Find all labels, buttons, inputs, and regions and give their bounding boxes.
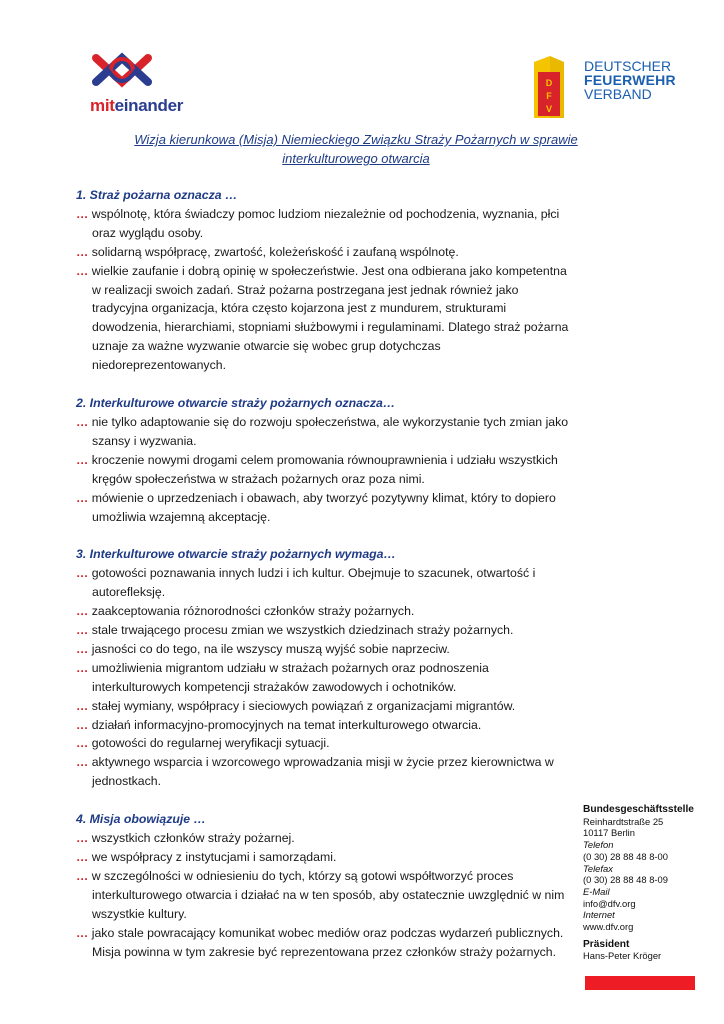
dfv-logo [530, 54, 690, 120]
list-item-text: wszystkich członków straży pożarnej. [91, 831, 295, 846]
bullet-marker: … [76, 831, 89, 846]
miteinander-wordmark [90, 96, 183, 116]
list-item [76, 451, 576, 489]
list-item [76, 753, 576, 791]
svg-text:D: D [545, 78, 553, 88]
bullet-marker: … [76, 206, 89, 221]
list-item-text: gotowości do regularnej weryfikacji sytuacji. [91, 736, 330, 751]
list-item [76, 621, 576, 640]
list-item-text: gotowości poznawania innych ludzi i ich kultur. Obejmuje to szacunek, otwartość i autorefleksję. [91, 566, 536, 600]
list-item-text: we współpracy z instytucjami i samorządami. [91, 850, 337, 864]
bullet-marker: … [76, 490, 89, 505]
bullet-marker: … [76, 623, 89, 638]
internet-label: Internet [583, 909, 615, 921]
list-item-text: wielkie zaufanie i dobrą opinię w społeczeństwie. Jest ona odbierana jako kompetentna w realizacji swoich zadań. Straż pożarna postrzegana jest jednak również jako tradycyjna organizacja, która często kojarzona jest z mundurem, strukturami dowodzenia, hierarchiami, stopniami służbowymi i regulaminami. Dlatego straż pożarna uznaje za ważne wyzwanie otwarcie się wobec grup dotychczas niedoreprezentowanych. [91, 263, 569, 373]
list-item [76, 243, 576, 262]
list-item-text: umożliwienia migrantom udziału w strażach pożarnych oraz podnoszenia interkulturowych kompetencji strażaków zawodowych i ochotników. [91, 660, 489, 694]
email-label: E-Mail [583, 885, 610, 897]
title-line-1: Wizja kierunkowa (Misja) Niemieckiego Związku Straży Pożarnych w sprawie [134, 132, 578, 147]
office-city: 10117 Berlin [583, 827, 635, 839]
section-3-heading: 3. Interkulturowe otwarcie straży pożarnych wymaga… [76, 547, 396, 562]
list-item-text: stale trwającego procesu zmian we wszystkich dziedzinach straży pożarnych. [91, 623, 514, 638]
list-item [76, 489, 576, 527]
bullet-marker: … [76, 604, 89, 619]
list-item-text: aktywnego wsparcia i wzorcowego wprowadzania misji w życie przez kierownictwa w jednostkach. [91, 755, 554, 789]
dfv-line-3: VERBAND [584, 86, 652, 102]
bullet-marker: … [76, 244, 89, 259]
list-item-text: w szczególności w odniesieniu do tych, którzy są gotowi współtworzyć proces interkulturowego otwarcia i działać na w ten sposób, aby ostatecznie uwzględnić w nim wszystkie kultury. [91, 868, 565, 921]
phone-value: (0 30) 28 88 48 8-00 [583, 850, 668, 862]
list-item [76, 262, 576, 375]
list-item [76, 205, 576, 243]
phone-label: Telefon [583, 839, 614, 851]
footer-red-bar [585, 976, 695, 990]
svg-text:V: V [545, 104, 553, 114]
list-item [76, 697, 576, 716]
fax-value: (0 30) 28 88 48 8-09 [583, 874, 668, 886]
wordmark-part-einander: einander [114, 96, 184, 115]
list-item [76, 829, 576, 848]
list-item [76, 734, 576, 753]
list-item [76, 564, 576, 602]
list-item-text: wspólnotę, która świadczy pomoc ludziom niezależnie od pochodzenia, wyznania, płci oraz wyglądu osoby. [91, 206, 560, 240]
section-4-heading: 4. Misja obowiązuje … [76, 812, 206, 827]
bullet-marker: … [76, 925, 89, 940]
bullet-marker: … [76, 641, 89, 656]
president-label: Präsident [583, 938, 630, 950]
bullet-marker: … [76, 755, 89, 770]
title-line-2: interkulturowego otwarcia [282, 151, 430, 166]
list-item-text: jasności co do tego, na ile wszyscy muszą wyjść sobie naprzeciw. [91, 641, 450, 656]
list-item [76, 867, 576, 924]
list-item [76, 924, 576, 962]
list-item [76, 602, 576, 621]
email-link[interactable]: info@dfv.org [583, 897, 636, 909]
bullet-marker: … [76, 698, 89, 713]
list-item-text: kroczenie nowymi drogami celem promowania równouprawnienia i udziału wszystkich kręgów społeczeństwa w strażach pożarnych oraz poza nimi. [91, 452, 558, 486]
list-item-text: mówienie o uprzedzeniach i obawach, aby tworzyć pozytywny klimat, który to dopiero umożliwia wzajemną akceptację. [91, 490, 556, 524]
list-item-text: solidarną współpracę, zwartość, koleżeńskość i zaufaną wspólnotę. [91, 244, 459, 259]
list-item-text: stałej wymiany, współpracy i sieciowych powiązań z organizacjami migrantów. [91, 698, 516, 713]
dfv-wordmark [584, 59, 676, 101]
bullet-marker: … [76, 717, 89, 732]
dfv-line-1: DEUTSCHER [584, 58, 672, 74]
fax-label: Telefax [583, 862, 613, 874]
list-item [76, 716, 576, 735]
bullet-marker: … [76, 868, 89, 883]
office-street: Reinhardtstraße 25 [583, 815, 664, 827]
list-item [76, 640, 576, 659]
list-item-text: zaakceptowania różnorodności członków straży pożarnych. [91, 604, 415, 619]
document-title [76, 130, 636, 168]
section-1-heading: 1. Straż pożarna oznacza … [76, 188, 238, 202]
president-name: Hans-Peter Kröger [583, 950, 662, 962]
bullet-marker: … [76, 660, 89, 675]
list-item-text: nie tylko adaptowanie się do rozwoju społeczeństwa, ale wykorzystanie tych zmian jako szansy i wyzwania. [91, 414, 569, 448]
dfv-line-2: FEUERWEHR [584, 72, 676, 88]
list-item [76, 848, 576, 867]
section-2-heading: 2. Interkulturowe otwarcie straży pożarnych oznacza… [76, 396, 396, 411]
bullet-marker: … [76, 452, 89, 467]
bullet-marker: … [76, 263, 89, 278]
miteinander-knot-icon [88, 52, 158, 96]
office-title: Bundesgeschäftsstelle [583, 804, 694, 815]
bullet-marker: … [76, 850, 89, 864]
contact-sidebar [583, 804, 703, 962]
bullet-marker: … [76, 414, 89, 429]
bullet-marker: … [76, 736, 89, 751]
svg-text:F: F [546, 91, 552, 101]
list-item [76, 659, 576, 697]
bullet-marker: … [76, 566, 89, 581]
dfv-badge-icon [530, 54, 580, 120]
wordmark-part-mit: mit [90, 96, 115, 115]
list-item [76, 413, 576, 451]
internet-link[interactable]: www.dfv.org [583, 921, 634, 933]
document-body [76, 186, 576, 961]
list-item-text: działań informacyjno-promocyjnych na temat interkulturowego otwarcia. [91, 717, 482, 732]
list-item-text: jako stale powracający komunikat wobec mediów oraz podczas wydarzeń publicznych. Misja powinna w tym zakresie być reprezentowana przez członków straży pożarnych. [91, 925, 564, 959]
